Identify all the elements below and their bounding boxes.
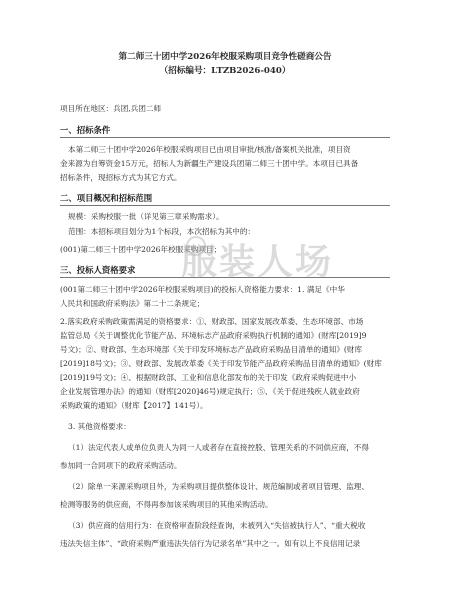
watermark: 服装人场 (181, 242, 334, 283)
paragraph-line: （1）法定代表人或单位负责人为同一人或者存在直接控股、管理关系的不同供应商，不得 (68, 443, 369, 452)
paragraph-line: （2）除单一来源采购项目外，为采购项目提供整体设计、规范编制或者项目管理、监理、 (68, 482, 369, 491)
section-heading-project-overview: 二、项目概况和招标范围 (60, 193, 153, 203)
paragraph-line: （3）供应商的信用行为：在资格审查阶段经查询，未被列入“失信被执行人”、“重大税收 (68, 521, 366, 530)
paragraph-line: 检测等服务的供应商，不得再参加该采购项目的其他采购活动。 (60, 500, 273, 509)
section-divider (60, 137, 390, 138)
section-divider (60, 205, 390, 206)
paragraph-line: 规模：采购校服一批（详见第三章采购需求）。 (68, 212, 224, 221)
paragraph-line: [2019]18号文)；③、财政部、发展改革委《关于印发节能产品政府采购品目清单的通知》(财库 (60, 359, 382, 368)
document-title: 第二师三十团中学2026年校服采购项目竞争性磋商公告 (118, 52, 332, 62)
paragraph-line: 招标条件，现招标方式为其它方式。 (60, 173, 182, 182)
paragraph-line: 违法失信主体”、“政府采购严重违法失信行为记录名单”其中之一。如有以上不良信用记录 (60, 539, 361, 548)
paragraph-line: 本第二师三十团中学2026年校服采购项目已由项目审批/核准/备案机关批准，项目资 (68, 145, 351, 154)
paragraph-line: 采购政策的通知》（财库【2017】141号）。 (60, 401, 208, 410)
paragraph-line: 企业发展管理办法》的通知（财库[2020]46号)规定执行；⑤、《关于促进残疾人就业政府 (60, 387, 360, 396)
section-heading-bidding-conditions: 一、招标条件 (60, 125, 111, 135)
paragraph-line: 参加同一合同项下的政府采购活动。 (60, 461, 182, 470)
paragraph-line: (001)第二师三十团中学2026年校服采购项目； (60, 245, 222, 254)
paragraph-line: 范围：本招标项目划分为1个标段，本次招标为其中的： (68, 227, 256, 236)
section-heading-bidder-qualifications: 三、投标人资格要求 (60, 265, 136, 275)
paragraph-line: [2019]19号文)；④、根据财政部、工业和信息化部发布的关于印发《政府采购促进中小 (60, 373, 357, 382)
paragraph-line: 监管总局《关于调整优化节能产品、环境标志产品政府采购执行机制的通知》(财库[2019]9 (60, 331, 367, 340)
paragraph-line: (001第二师三十团中学2026年校服采购项目)的投标人资格能力要求：1. 满足《中华 (60, 285, 345, 294)
paragraph-line: 号文)；②、财政部、生态环境部《关于印发环境标志产品政府采购品目清单的通知》(财库 (60, 345, 363, 354)
paragraph-line: 3. 其他资格要求： (68, 422, 131, 431)
paragraph-line: 2.落实政府采购政策需满足的资格要求：①、财政部、国家发展改革委、生态环境部、市场 (60, 317, 364, 326)
project-location: 项目所在地区：兵团,兵团二师 (60, 104, 162, 113)
tender-code: （招标编号：LTZB2026-040） (159, 66, 291, 76)
paragraph-line: 金来源为自筹资金15万元，招标人为新疆生产建设兵团第二师三十团中学。本项目已具备 (60, 159, 359, 168)
paragraph-line: 人民共和国政府采购法》第二十二条规定； (60, 299, 205, 308)
